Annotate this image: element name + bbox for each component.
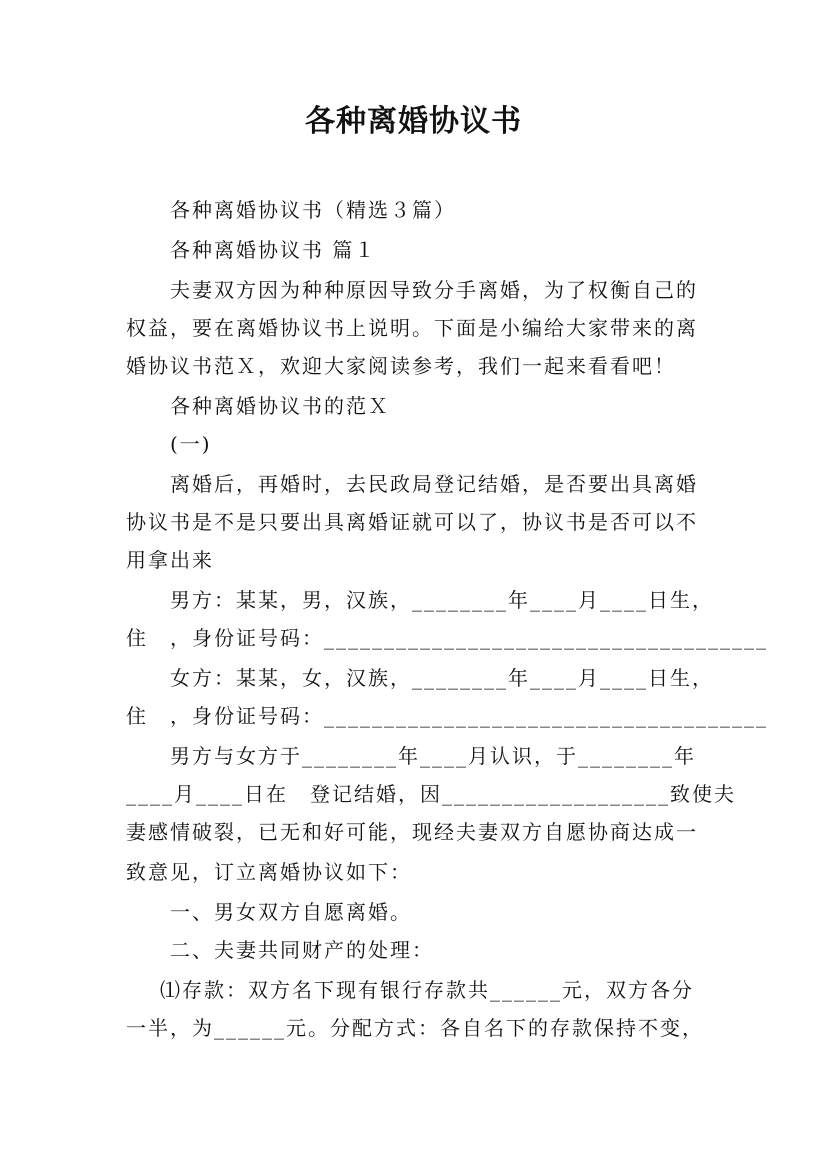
- paragraph-line: 致意见，订立离婚协议如下：: [126, 860, 412, 884]
- paragraph-line: 权益，要在离婚协议书上说明。下面是小编给大家带来的离: [126, 316, 698, 340]
- form-line: ____月____日在 登记结婚，因___________________致使夫: [126, 782, 736, 806]
- paragraph-line: 协议书是不是只要出具离婚证就可以了，协议书是否可以不: [126, 510, 698, 534]
- sub-heading: 各种离婚协议书的范Ｘ: [170, 394, 390, 418]
- clause-line: 一半，为______元。分配方式：各自名下的存款保持不变，: [126, 1016, 704, 1040]
- paragraph-line: 婚协议书范Ｘ，欢迎大家阅读参考，我们一起来看看吧！: [126, 354, 676, 378]
- form-line: 男方：某某，男，汉族，________年____月____日生，: [170, 588, 714, 612]
- sub-heading: (一): [170, 432, 212, 456]
- clause-line: 一、男女双方自愿离婚。: [170, 900, 412, 924]
- paragraph-line: 离婚后，再婚时，去民政局登记结婚，是否要出具离婚: [170, 472, 698, 496]
- form-line: 男方与女方于________年____月认识，于________年: [170, 744, 696, 768]
- paragraph-line: 用拿出来: [126, 548, 214, 572]
- paragraph-line: 妻感情破裂，已无和好可能，现经夫妻双方自愿协商达成一: [126, 820, 698, 844]
- form-line: 女方：某某，女，汉族，________年____月____日生，: [170, 666, 714, 690]
- section-heading: 各种离婚协议书 篇１: [170, 238, 377, 262]
- subtitle-line: 各种离婚协议书（精选３篇）: [170, 198, 456, 222]
- form-line: 住 ，身份证号码：_____________________________________: [126, 704, 768, 728]
- clause-line: 二、夫妻共同财产的处理：: [170, 938, 434, 962]
- form-line: 住 ，身份证号码：_____________________________________: [126, 626, 768, 650]
- clause-line: ⑴存款：双方名下现有银行存款共______元，双方各分: [160, 978, 694, 1002]
- document-title: 各种离婚协议书: [305, 104, 522, 139]
- paragraph-line: 夫妻双方因为种种原因导致分手离婚，为了权衡自己的: [170, 278, 698, 302]
